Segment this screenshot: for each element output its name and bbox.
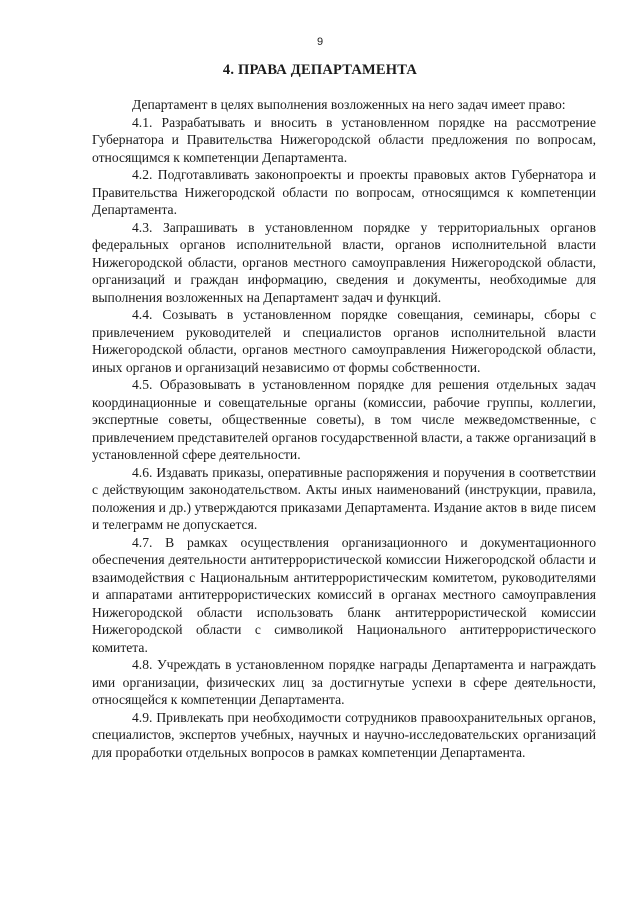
clause-4-8: 4.8. Учреждать в установленном порядке награды Департамента и награждать ими организации, физических лиц за достигнутые успехи в сфере деятельности, относящейся к компетенции Департамента. <box>92 657 596 707</box>
page-number: 9 <box>316 36 324 48</box>
section-title: 4. ПРАВА ДЕПАРТАМЕНТА <box>222 62 418 78</box>
clause-4-6: 4.6. Издавать приказы, оперативные распоряжения и поручения в соответствии с действующим законодательством. Акты иных наименований (инструкции, правила, положения и др.) утверждаются приказами Департамента. Издание актов в виде писем и телеграмм не допускается. <box>92 464 596 532</box>
clause-4-1: 4.1. Разрабатывать и вносить в установленном порядке на рассмотрение Губернатора и Правительства Нижегородской области предложения по вопросам, относящимся к компетенции Департамента. <box>92 114 596 165</box>
clause-4-2: 4.2. Подготавливать законопроекты и проекты правовых актов Губернатора и Правительства Нижегородской области по вопросам, относящимся к компетенции Департамента. <box>92 167 596 217</box>
section-body <box>92 96 596 761</box>
clause-4-9: 4.9. Привлекать при необходимости сотрудников правоохранительных органов, специалистов, экспертов учебных, научных и научно-исследовательских организаций для проработки отдельных вопросов в рамках компетенции Департамента. <box>92 709 596 760</box>
clause-4-7: 4.7. В рамках осуществления организационного и документационного обеспечения деятельности антитеррористической комиссии Нижегородской области и взаимодействия с Национальным антитеррористическим комитетом, руководителями и аппаратами антитеррористических комиссий в органах местного самоуправления Нижегородской области использовать бланк антитеррористической комиссии Нижегородской области с символикой Национального антитеррористического комитета. <box>92 534 596 655</box>
clause-4-4: 4.4. Созывать в установленном порядке совещания, семинары, сборы с привлечением руководителей и специалистов органов исполнительной власти Нижегородской области, органов местного самоуправления Нижегородской области, иных органов и организаций независимо от формы собственности. <box>92 307 596 375</box>
intro-paragraph: Департамент в целях выполнения возложенных на него задач имеет право: <box>132 97 566 112</box>
clause-4-3: 4.3. Запрашивать в установленном порядке у территориальных органов федеральных органов исполнительной власти, органов исполнительной власти Нижегородской области, органов местного самоуправления Нижегородской области, организаций и граждан информацию, сведения и документы, необходимые для выполнения возложенных на Департамент задач и функций. <box>92 219 596 305</box>
clause-4-5: 4.5. Образовывать в установленном порядке для решения отдельных задач координационные и совещательные органы (комиссии, рабочие группы, коллегии, экспертные советы, общественные советы), в том числе межведомственные, с привлечением представителей органов государственной власти, а также организаций в установленной сфере деятельности. <box>92 377 596 462</box>
